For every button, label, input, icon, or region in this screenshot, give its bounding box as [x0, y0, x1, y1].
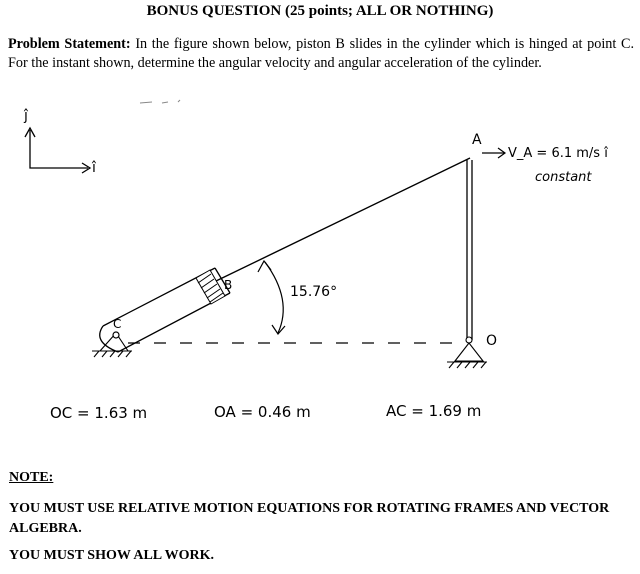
stray-marks: [140, 100, 180, 103]
piston-b: [196, 270, 225, 304]
velocity-label: V_A = 6.1 m/s î: [508, 146, 608, 161]
label-c: C: [113, 317, 122, 331]
velocity-note: constant: [535, 170, 592, 185]
problem-label: Problem Statement:: [8, 36, 131, 52]
label-b: B: [224, 278, 233, 292]
dimension-oa: OA = 0.46 m: [214, 403, 311, 421]
axis-j-label: ĵ: [24, 108, 28, 124]
ground-support-o: [447, 337, 487, 368]
note-line-1: YOU MUST USE RELATIVE MOTION EQUATIONS FOR ROTATING FRAMES AND VECTOR ALGEBRA.: [9, 501, 610, 536]
velocity-arrow: [482, 148, 505, 158]
coordinate-axes: [25, 128, 90, 173]
question-title: BONUS QUESTION (25 points; ALL OR NOTHING): [146, 3, 494, 19]
dimension-ac: AC = 1.69 m: [386, 402, 482, 420]
note-label: NOTE:: [9, 470, 54, 485]
angle-arc: [258, 261, 285, 334]
dimension-oc: OC = 1.63 m: [50, 404, 148, 422]
ground-support-c: [92, 333, 132, 357]
axis-i-label: î: [92, 160, 96, 176]
problem-text: In the figure shown below, piston B slides in the cylinder which is hinged at point C. For the instant shown, determine the angular velocity and angular acceleration of the cylinder.: [8, 36, 635, 71]
note-line-2: YOU MUST SHOW ALL WORK.: [9, 548, 214, 563]
label-a: A: [472, 132, 482, 148]
rod-ba: [216, 158, 470, 281]
angle-label: 15.76°: [290, 284, 338, 300]
label-o: O: [486, 333, 498, 349]
hinge-c: [113, 332, 119, 338]
